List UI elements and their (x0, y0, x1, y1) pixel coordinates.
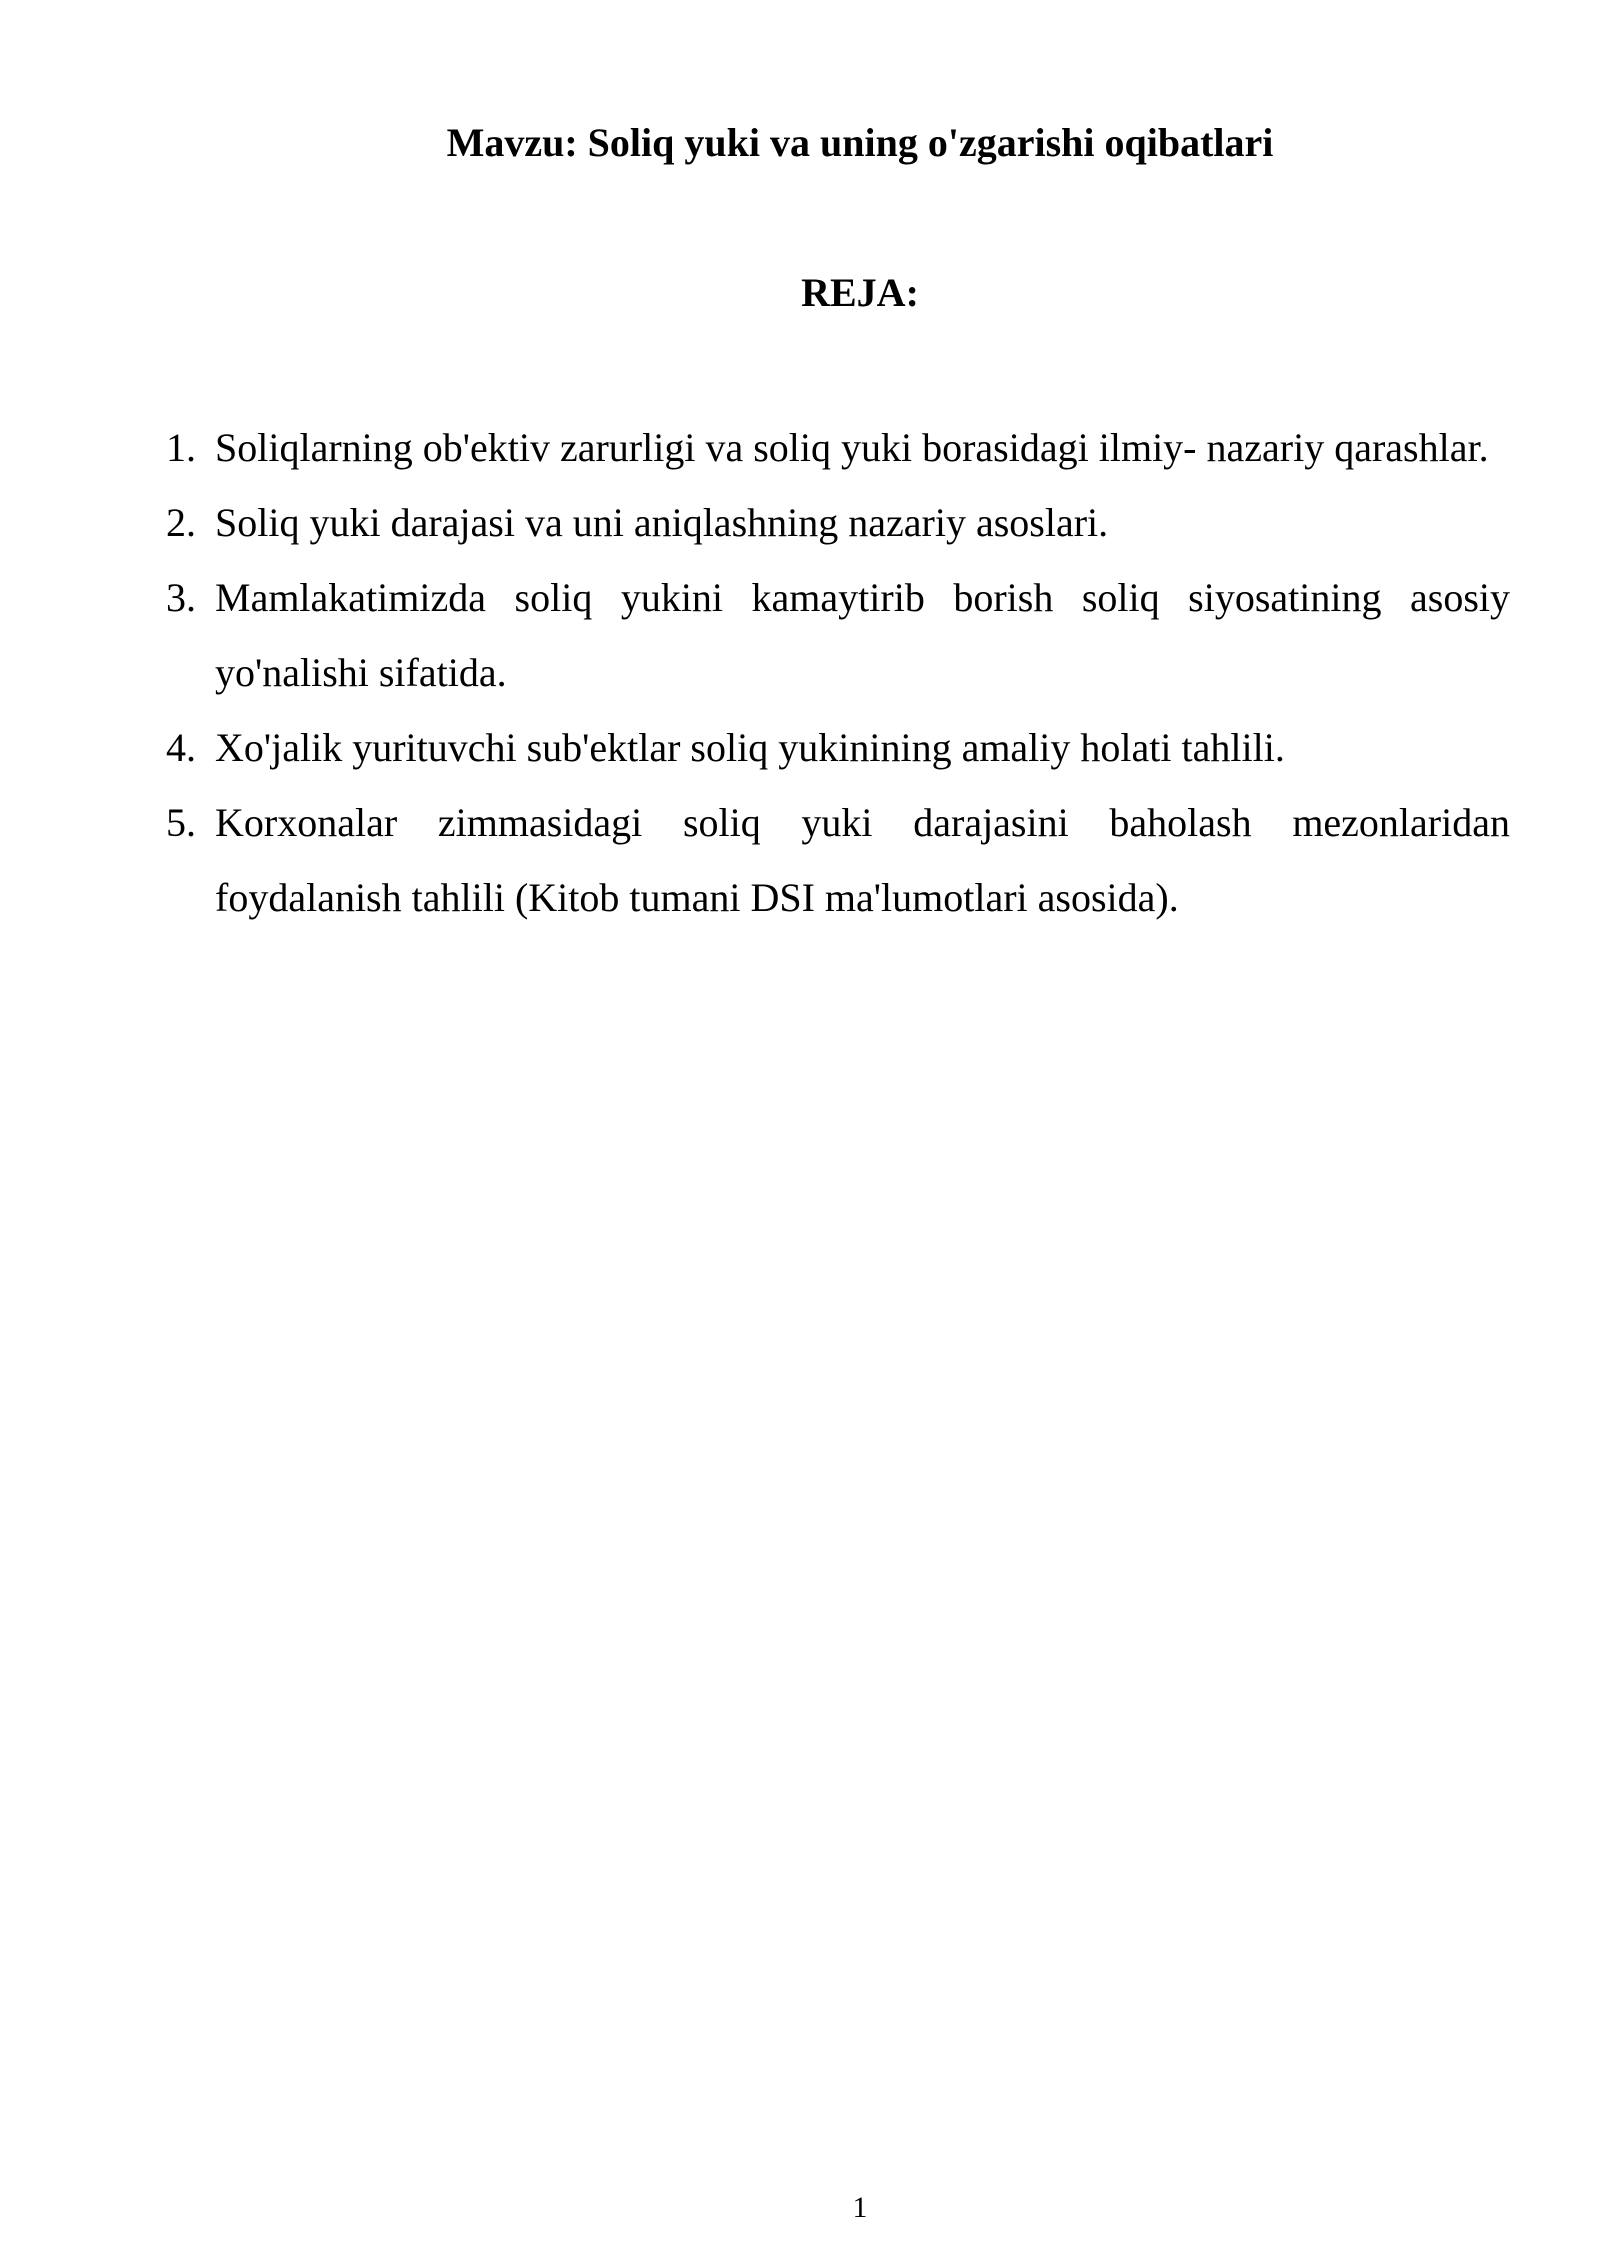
plan-item-text: Soliq yuki darajasi va uni aniqlashning nazariy asoslari. (215, 500, 1109, 545)
plan-item-number: 5. (166, 800, 196, 845)
plan-heading: REJA: (801, 270, 919, 315)
plan-item-text: Soliqlarning ob'ektiv zarurligi va soliq yuki borasidagi ilmiy- nazariy qarashlar. (215, 425, 1489, 470)
plan-item-number: 4. (166, 725, 196, 770)
plan-item-2 (160, 485, 1510, 560)
plan-item-number: 3. (166, 575, 196, 620)
plan-item-3 (160, 560, 1510, 710)
plan-item-text: Korxonalar zimmasidagi soliq yuki darajasini baholash mezonlaridan foydalanish tahlili (Kitob tumani DSI ma'lumotlari asosida). (215, 800, 1510, 920)
plan-item-text: Xo'jalik yurituvchi sub'ektlar soliq yukinining amaliy holati tahlili. (215, 725, 1285, 770)
page-number: 1 (852, 2191, 868, 2224)
document-title: Mavzu: Soliq yuki va uning o'zgarishi oqibatlari (446, 120, 1274, 165)
plan-item-1 (160, 410, 1510, 485)
plan-list (160, 410, 1510, 935)
plan-item-number: 1. (166, 425, 196, 470)
plan-item-4 (160, 710, 1510, 785)
plan-item-number: 2. (166, 500, 196, 545)
plan-item-text: Mamlakatimizda soliq yukini kamaytirib borish soliq siyosatining asosiy yo'nalishi sifatida. (215, 575, 1510, 695)
plan-item-5 (160, 785, 1510, 935)
